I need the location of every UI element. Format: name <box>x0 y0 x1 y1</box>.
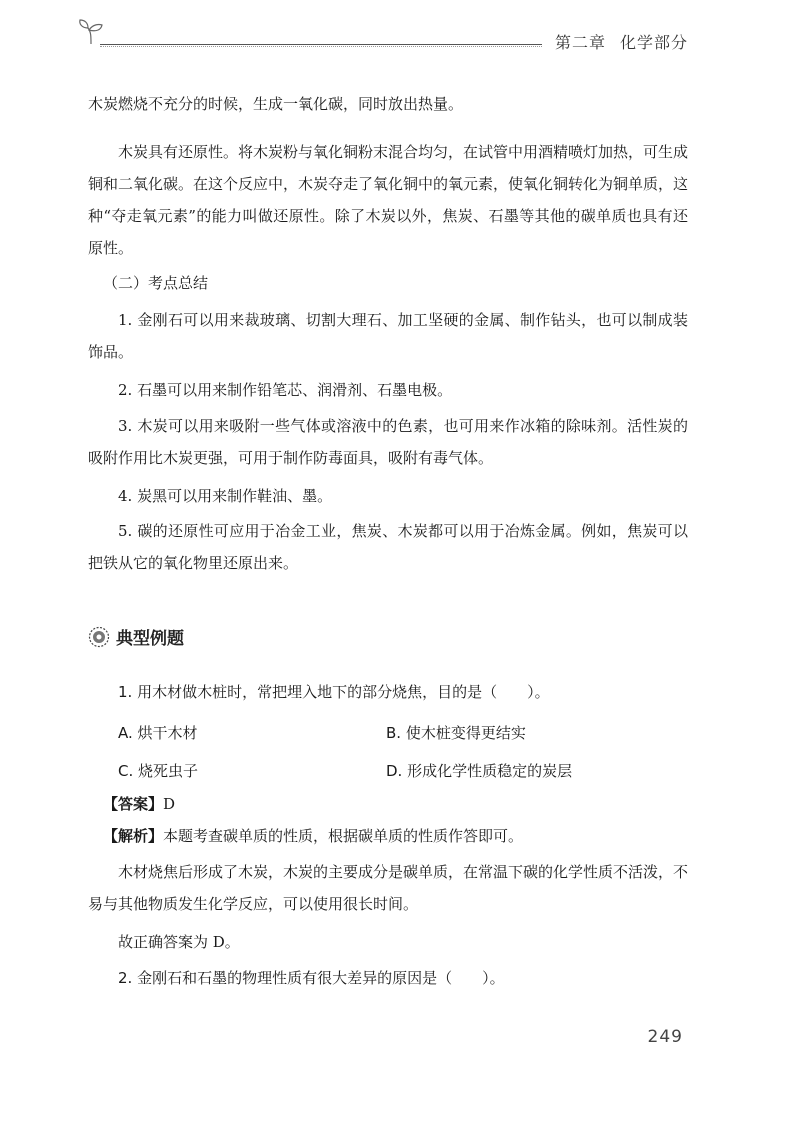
answer-line <box>88 788 688 820</box>
running-header <box>541 30 688 53</box>
flower-badge-icon <box>88 626 110 648</box>
header-rule <box>100 44 542 45</box>
header-rule-dotted <box>100 46 542 47</box>
option-b: B. 使木桩变得更结实 <box>386 724 526 742</box>
summary-item-1: 1. 金刚石可以用来裁玻璃、切割大理石、加工坚硬的金属、制作钻头，也可以制成装饰品。 <box>88 311 688 361</box>
analysis-text: 本题考查碳单质的性质，根据碳单质的性质作答即可。 <box>163 827 524 845</box>
question-1: 1. 用木材做木桩时，常把埋入地下的部分烧焦，目的是（ ）。 <box>118 683 550 701</box>
page-number: 249 <box>647 1027 683 1047</box>
paragraph-combustion: 木炭燃烧不充分的时候，生成一氧化碳，同时放出热量。 <box>88 95 464 113</box>
paragraph-reducibility: 木炭具有还原性。将木炭粉与氧化铜粉末混合均匀，在试管中用酒精喷灯加热，可生成铜和二氧化碳。在这个反应中，木炭夺走了氧化铜中的氧元素，使氧化铜转化为铜单质，这种“夺走氧元素”的能力叫做还原性。除了木炭以外，焦炭、石墨等其他的碳单质也具有还原性。 <box>88 143 689 257</box>
option-d: D. 形成化学性质稳定的炭层 <box>386 762 573 780</box>
conclusion: 故正确答案为 D。 <box>118 933 240 951</box>
question-2: 2. 金刚石和石墨的物理性质有很大差异的原因是（ ）。 <box>118 969 505 987</box>
summary-item-3: 3. 木炭可以用来吸附一些气体或溶液中的色素，也可用来作冰箱的除味剂。活性炭的吸附作用比木炭更强，可用于制作防毒面具，吸附有毒气体。 <box>88 417 688 467</box>
subheading-summary: （二）考点总结 <box>103 274 209 292</box>
analysis-label: 【解析】 <box>103 827 164 845</box>
sprout-icon <box>76 16 106 46</box>
analysis-body: 木材烧焦后形成了木炭，木炭的主要成分是碳单质，在常温下碳的化学性质不活泼，不易与其他物质发生化学反应，可以使用很长时间。 <box>88 863 689 913</box>
summary-item-2: 2. 石墨可以用来制作铅笔芯、润滑剂、石墨电极。 <box>118 381 453 399</box>
option-a: A. 烘干木材 <box>118 724 198 742</box>
answer-label: 【答案】 <box>103 795 164 813</box>
summary-item-4: 4. 炭黑可以用来制作鞋油、墨。 <box>118 487 333 505</box>
section-label: 化学部分 <box>619 33 688 52</box>
analysis-line <box>88 820 688 852</box>
answer-value: D <box>163 795 176 813</box>
summary-item-5: 5. 碳的还原性可应用于冶金工业，焦炭、木炭都可以用于冶炼金属。例如，焦炭可以把铁从它的氧化物里还原出来。 <box>88 522 688 572</box>
examples-title: 典型例题 <box>116 629 184 649</box>
option-c: C. 烧死虫子 <box>118 762 199 780</box>
examples-heading <box>88 624 184 649</box>
chapter-label: 第二章 <box>554 33 606 52</box>
